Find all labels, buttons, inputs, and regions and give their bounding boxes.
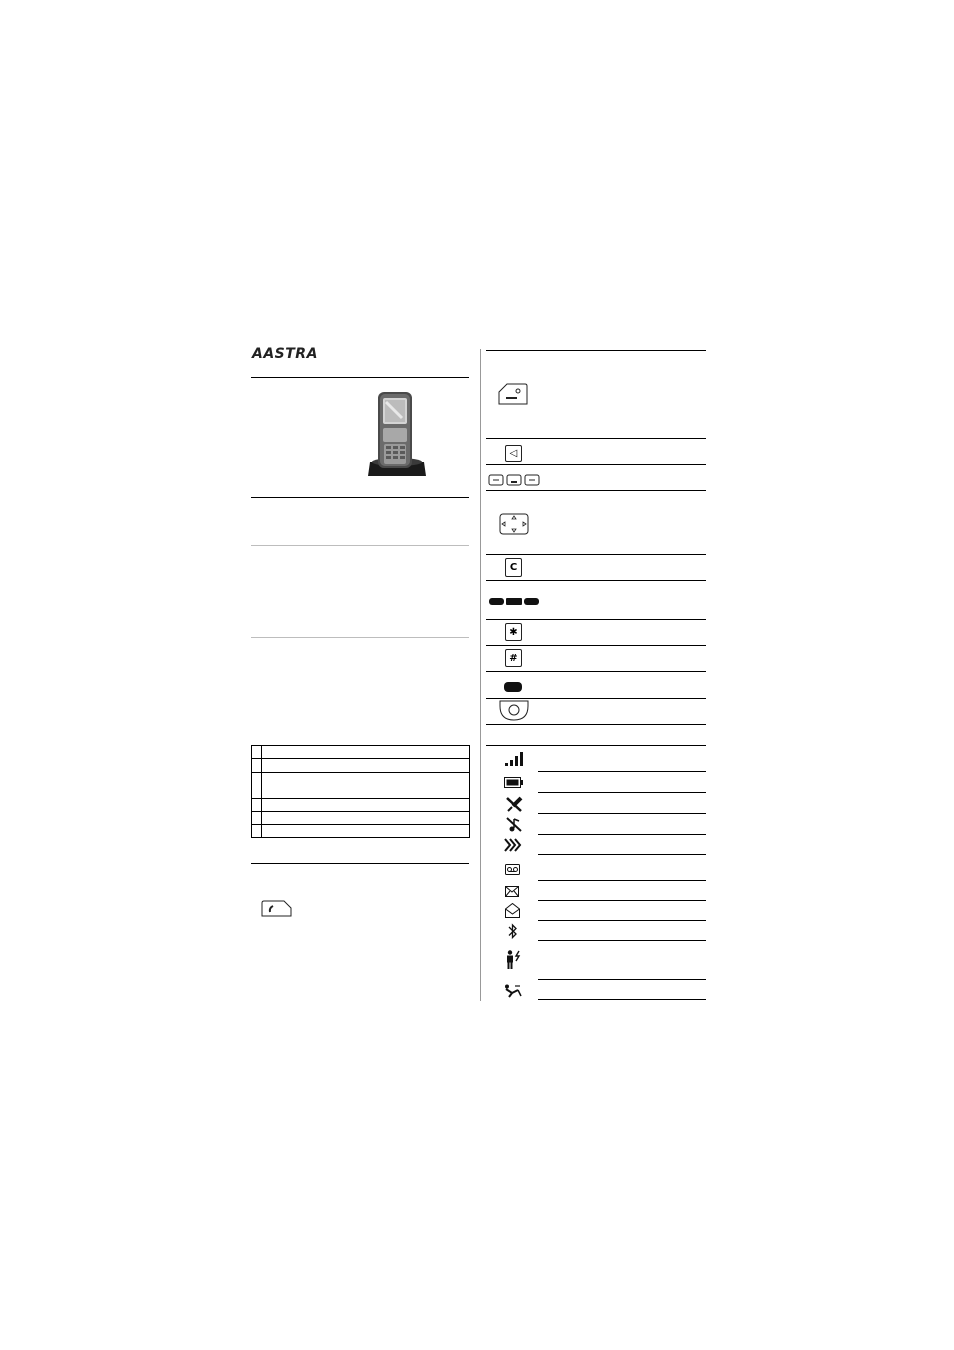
- section-rule: [251, 497, 469, 498]
- header-rule: [486, 350, 706, 351]
- row-rule: [486, 580, 706, 581]
- handset-in-charger-illustration: [362, 388, 432, 480]
- microphone-off-icon: [505, 796, 523, 813]
- column-divider: [480, 349, 481, 1001]
- key-description-table: [251, 745, 470, 838]
- alarm-key-icon: [499, 700, 529, 721]
- table-row: [252, 825, 470, 838]
- row-rule: [538, 771, 706, 772]
- table-row: [252, 759, 470, 773]
- table-row: [252, 812, 470, 825]
- row-rule: [486, 464, 706, 465]
- row-rule: [486, 724, 706, 725]
- side-key-icon: [504, 682, 522, 692]
- message-unread-icon: [505, 886, 519, 897]
- row-rule: [486, 554, 706, 555]
- section-rule: [251, 863, 469, 864]
- voice-mail-icon: [505, 864, 520, 875]
- star-key-icon: ✱: [505, 623, 522, 641]
- row-rule: [538, 880, 706, 881]
- row-rule: [486, 698, 706, 699]
- navigation-key-icon: [499, 513, 529, 535]
- row-rule: [538, 979, 706, 980]
- battery-icon: [504, 777, 523, 788]
- hotkeys-icon: [489, 597, 539, 606]
- bluetooth-icon: [508, 923, 518, 940]
- no-movement-icon: [504, 984, 522, 998]
- row-rule: [538, 854, 706, 855]
- speaker-key-icon: ◁: [505, 445, 522, 462]
- row-rule: [538, 940, 706, 941]
- message-read-icon: [505, 903, 520, 918]
- row-rule: [538, 834, 706, 835]
- row-rule: [538, 900, 706, 901]
- call-key-icon: [498, 383, 528, 405]
- clear-key-icon: C: [505, 558, 522, 577]
- table-row: [252, 799, 470, 812]
- section-rule-thin: [251, 637, 469, 638]
- row-rule: [486, 671, 706, 672]
- sound-off-icon: [505, 816, 523, 833]
- section-rule: [486, 745, 706, 746]
- row-rule: [486, 438, 706, 439]
- signal-strength-icon: [505, 752, 523, 766]
- softkeys-icon: [488, 474, 540, 486]
- hash-key-icon: #: [505, 649, 522, 667]
- table-row: [252, 773, 470, 799]
- row-rule: [538, 999, 706, 1000]
- row-rule: [538, 792, 706, 793]
- table-row: [252, 746, 470, 759]
- row-rule: [538, 813, 706, 814]
- row-rule: [486, 490, 706, 491]
- call-forward-icon: [504, 838, 522, 852]
- row-rule: [486, 619, 706, 620]
- section-rule-thin: [251, 545, 469, 546]
- call-key-icon: [261, 900, 292, 917]
- row-rule: [538, 920, 706, 921]
- row-rule: [486, 645, 706, 646]
- aastra-logo: AASTRA: [252, 346, 318, 362]
- man-down-icon: [505, 950, 523, 970]
- header-rule: [251, 377, 469, 378]
